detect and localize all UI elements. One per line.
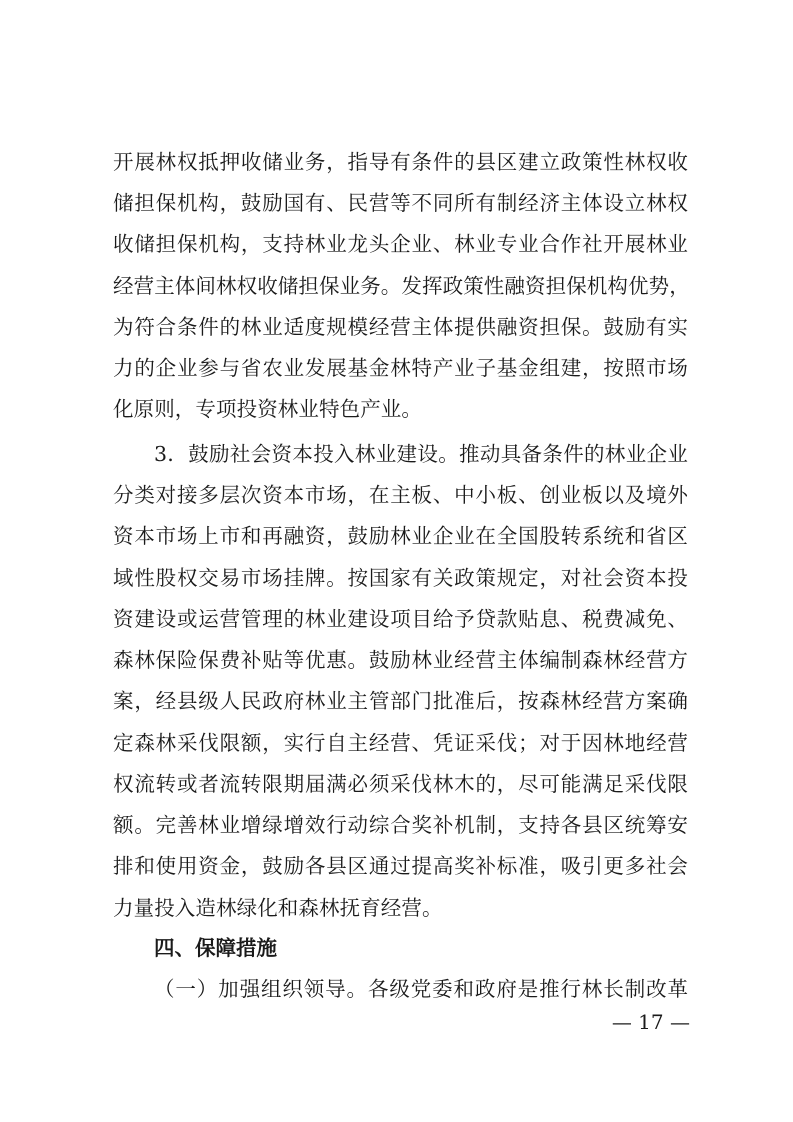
subsection-line: （一）加强组织领导。各级党委和政府是推行林长制改革 (154, 977, 688, 1001)
section-heading: 四、保障措施 (154, 936, 277, 960)
paragraph-1-line-7: 化原则，专项投资林业特色产业。 (113, 397, 422, 421)
page-number: — 17 — (611, 1010, 690, 1034)
paragraph-2-line-8: 定森林采伐限额，实行自主经营、凭证采伐；对于因林地经营 (113, 731, 688, 755)
paragraph-2-line-2: 分类对接多层次资本市场，在主板、中小板、创业板以及境外 (113, 483, 688, 507)
paragraph-2-line-3: 资本市场上市和再融资，鼓励林业企业在全国股转系统和省区 (113, 524, 688, 548)
paragraph-2-line-10: 额。完善林业增绿增效行动综合奖补机制，支持各县区统筹安 (113, 813, 688, 837)
paragraph-1-line-4: 经营主体间林权收储担保业务。发挥政策性融资担保机构优势， (113, 274, 690, 298)
paragraph-2-line-1: 3．鼓励社会资本投入林业建设。推动具备条件的林业企业 (154, 442, 688, 466)
paragraph-1-line-2: 储担保机构，鼓励国有、民营等不同所有制经济主体设立林权 (113, 191, 688, 215)
paragraph-2-line-5: 资建设或运营管理的林业建设项目给予贷款贴息、税费减免、 (113, 607, 688, 631)
paragraph-1-line-1: 开展林权抵押收储业务，指导有条件的县区建立政策性林权收 (113, 150, 688, 174)
paragraph-2-line-7: 案，经县级人民政府林业主管部门批准后，按森林经营方案确 (113, 689, 688, 713)
paragraph-2-line-6: 森林保险保费补贴等优惠。鼓励林业经营主体编制森林经营方 (113, 648, 688, 672)
paragraph-2-line-11: 排和使用资金，鼓励各县区通过提高奖补标准，吸引更多社会 (113, 854, 688, 878)
paragraph-1-line-6: 力的企业参与省农业发展基金林特产业子基金组建，按照市场 (113, 356, 688, 380)
paragraph-2-line-4: 域性股权交易市场挂牌。按国家有关政策规定，对社会资本投 (113, 566, 688, 590)
paragraph-1-line-5: 为符合条件的林业适度规模经营主体提供融资担保。鼓励有实 (113, 315, 688, 339)
paragraph-2-line-9: 权流转或者流转限期届满必须采伐林木的，尽可能满足采伐限 (113, 772, 688, 796)
paragraph-2-line-12: 力量投入造林绿化和森林抚育经营。 (113, 896, 443, 920)
paragraph-1-line-3: 收储担保机构，支持林业龙头企业、林业专业合作社开展林业 (113, 232, 688, 256)
